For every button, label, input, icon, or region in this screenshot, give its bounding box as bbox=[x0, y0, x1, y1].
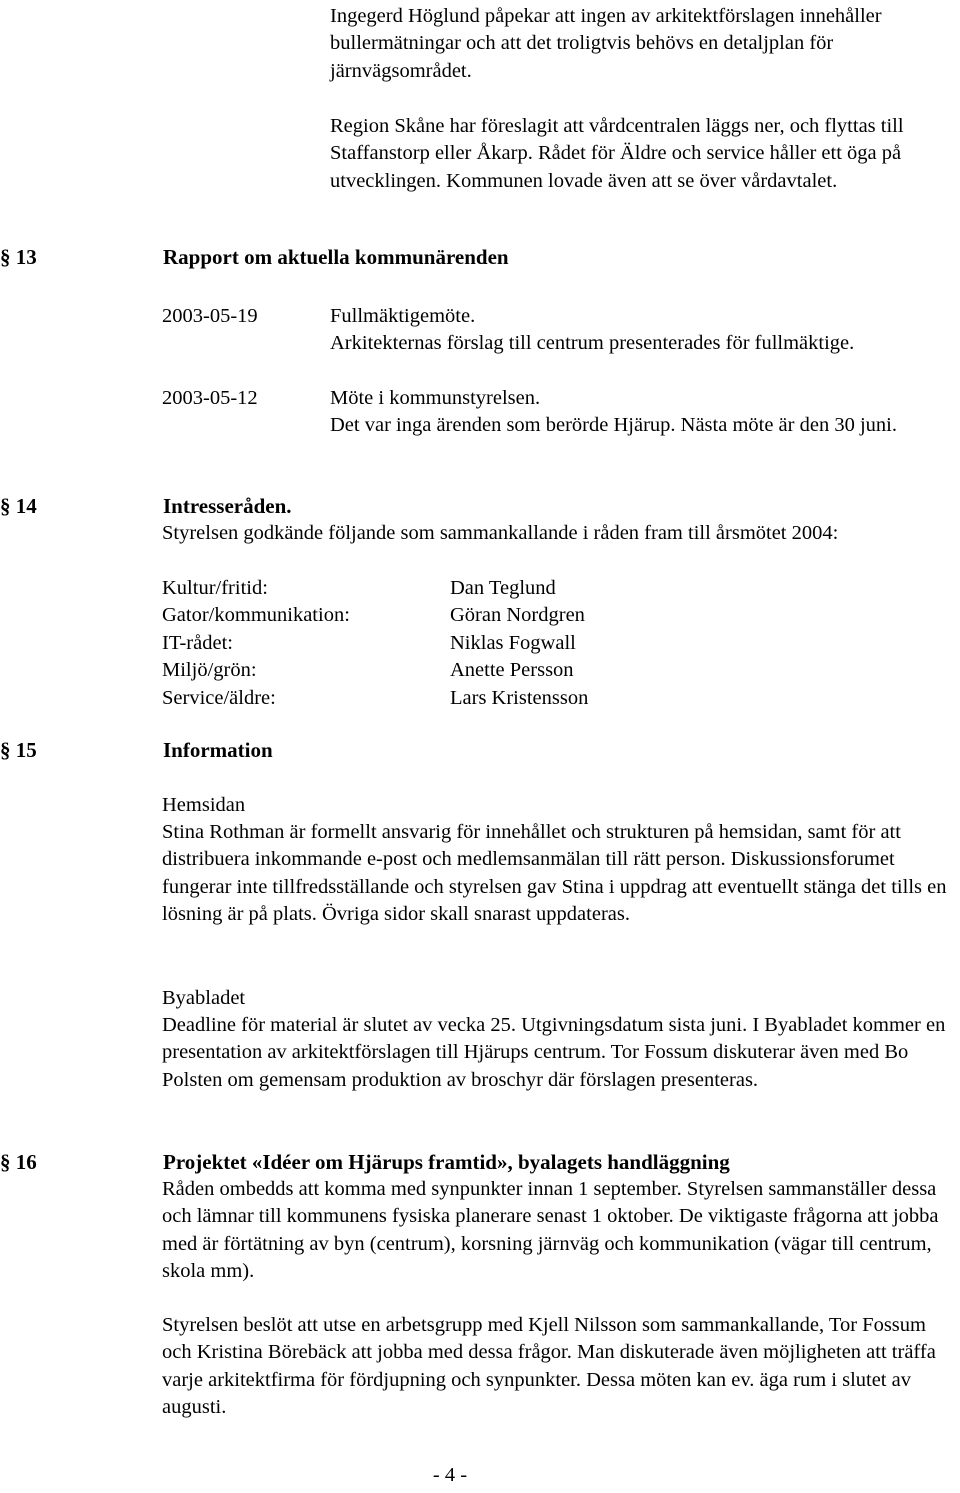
intro-paragraph-2: Region Skåne har föreslagit att vårdcentralen läggs ner, och flyttas till Staffanstorp eller Åkarp. Rådet för Äldre och service håller ett öga på utvecklingen. Kommunen lovade även att se över vårdavtalet. bbox=[330, 115, 904, 192]
entry-date: 2003-05-12 bbox=[162, 387, 258, 409]
section-number: 15 bbox=[15, 738, 37, 762]
council-label: Kultur/fritid: bbox=[162, 577, 268, 599]
councils-intro: Styrelsen godkände följande som sammankallande i råden fram till årsmötet 2004: bbox=[162, 522, 839, 544]
entry-text: Det var inga ärenden som berörde Hjärup. Nästa möte är den 30 juni. bbox=[330, 414, 897, 436]
council-name: Göran Nordgren bbox=[450, 604, 585, 627]
entry-text: Arkitekternas förslag till centrum presenterades för fullmäktige. bbox=[330, 332, 855, 354]
section-number: 13 bbox=[15, 245, 37, 269]
section-16-heading bbox=[0, 1149, 960, 1177]
subsection-heading-byabladet: Byabladet bbox=[162, 987, 246, 1009]
council-name: Anette Persson bbox=[450, 659, 574, 682]
entry-title: Möte i kommunstyrelsen. bbox=[330, 387, 541, 409]
section-number: 14 bbox=[15, 494, 37, 518]
council-row bbox=[162, 602, 862, 629]
section-title: Information bbox=[163, 738, 273, 762]
council-label: Gator/kommunikation: bbox=[162, 604, 350, 627]
section-13-heading bbox=[0, 244, 960, 272]
council-label: IT-rådet: bbox=[162, 631, 233, 654]
council-label: Miljö/grön: bbox=[162, 659, 257, 682]
section-16-paragraph-2: Styrelsen beslöt att utse en arbetsgrupp med Kjell Nilsson som sammankallande, Tor Fossum och Kristina Börebäck att jobba med dessa frågor. Man diskuterade även möjligheten att träffa varje arkitektfirma för fördjupning och synpunkter. Dessa möten kan ev. äga rum i slutet av augusti. bbox=[162, 1314, 936, 1419]
section-title: Intresseråden. bbox=[163, 494, 292, 518]
entry-date: 2003-05-19 bbox=[162, 305, 258, 327]
page-number: - 4 - bbox=[432, 1464, 468, 1486]
section-symbol: § bbox=[0, 245, 11, 269]
subsection-text-byabladet: Deadline för material är slutet av vecka 25. Utgivningsdatum sista juni. I Byabladet kommer en presentation av arkitektförslagen till Hjärups centrum. Tor Fossum diskuterar även med Bo Polsten om gemensam produktion av broschyr där förslagen presenteras. bbox=[162, 1014, 946, 1091]
section-16-paragraph-1: Råden ombedds att komma med synpunkter innan 1 september. Styrelsen sammanställer dessa och lämnar till kommunens fysiska planerare senast 1 oktober. De viktigaste frågorna att jobba med är förtätning av byn (centrum), korsning järnväg och kommunikation (vägar till centrum, skola mm). bbox=[162, 1178, 939, 1283]
council-name: Niklas Fogwall bbox=[450, 631, 576, 654]
council-row bbox=[162, 685, 862, 712]
council-name: Dan Teglund bbox=[450, 577, 556, 599]
council-row bbox=[162, 630, 862, 657]
council-name: Lars Kristensson bbox=[450, 686, 589, 709]
councils-list bbox=[162, 575, 862, 712]
section-14-heading bbox=[0, 493, 960, 521]
section-symbol: § bbox=[0, 738, 11, 762]
section-symbol: § bbox=[0, 494, 11, 518]
section-title: Rapport om aktuella kommunärenden bbox=[163, 245, 509, 269]
section-symbol: § bbox=[0, 1150, 11, 1174]
council-label: Service/äldre: bbox=[162, 686, 276, 709]
subsection-text-hemsidan: Stina Rothman är formellt ansvarig för innehållet och strukturen på hemsidan, samt för att distribuera inkommande e-post och medlemsanmälan till rätt person. Diskussionsforumet fungerar inte tillfredsställande och styrelsen gav Stina i uppdrag att eventuellt stänga det tills en lösning är på plats. Övriga sidor skall snarast uppdateras. bbox=[162, 821, 947, 926]
council-row bbox=[162, 657, 862, 684]
intro-paragraph-1: Ingegerd Höglund påpekar att ingen av arkitektförslagen innehåller bullermätningar och att det troligtvis behövs en detaljplan för järnvägsområdet. bbox=[330, 5, 882, 82]
subsection-heading-hemsidan: Hemsidan bbox=[162, 794, 246, 816]
section-number: 16 bbox=[15, 1150, 37, 1174]
section-15-heading bbox=[0, 737, 960, 765]
council-row bbox=[162, 575, 862, 602]
section-title: Projektet «Idéer om Hjärups framtid», byalagets handläggning bbox=[163, 1150, 730, 1174]
entry-title: Fullmäktigemöte. bbox=[330, 305, 476, 327]
